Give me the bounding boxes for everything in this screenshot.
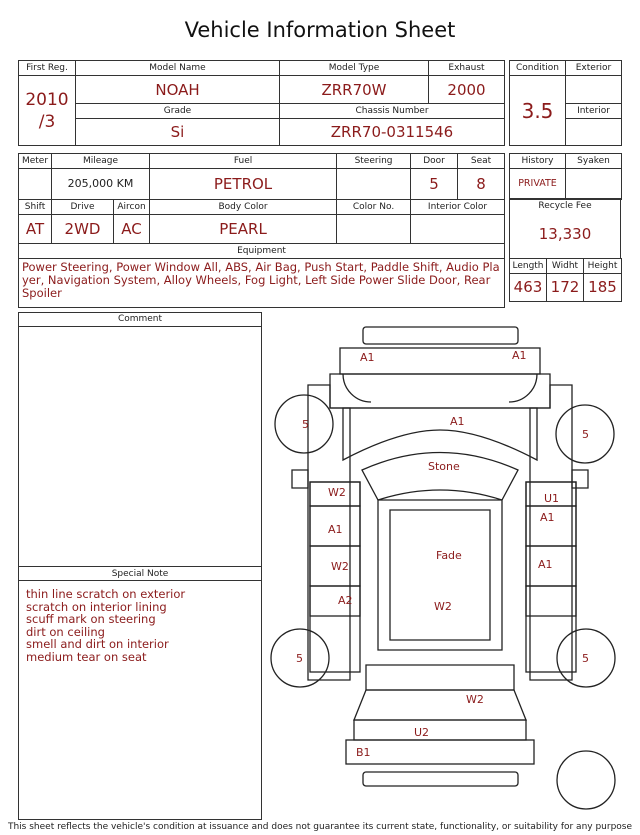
condition-table [509,60,622,146]
drive-label: Drive [70,202,95,212]
first-reg-month: /3 [38,111,56,132]
width-value: 172 [550,278,580,296]
history-table [509,153,622,200]
body-color-value: PEARL [219,220,267,238]
height-label: Height [587,261,618,271]
body-color-label: Body Color [218,202,268,212]
syaken-label: Syaken [577,156,610,166]
recycle-table [509,198,621,259]
width-label: Widht [551,261,579,271]
mark-rear-glass: W2 [466,693,484,706]
model-type-value: ZRR70W [321,80,387,99]
mark-wheel-rr: 5 [582,652,589,665]
right-rear-door [526,586,576,616]
right-headlight-arc [509,374,537,402]
front-panel [330,374,550,408]
recycle-label: Recycle Fee [538,201,592,211]
first-reg-label: First Reg. [26,63,68,73]
length-value: 463 [513,278,543,296]
mark-front-right: A1 [512,349,527,362]
history-label: History [521,156,554,166]
seat-value: 8 [476,175,486,193]
left-side [310,482,360,672]
comment-label: Comment [18,312,262,327]
interior-color-label: Interior Color [427,202,488,212]
fuel-value: PETROL [213,175,273,193]
shift-label: Shift [24,202,46,212]
page-title: Vehicle Information Sheet [184,18,456,42]
chassis-value: ZRR70-0311546 [330,123,454,141]
shift-value: AT [25,220,45,238]
length-label: Length [512,261,544,271]
door-value: 5 [429,175,439,193]
vehicle-detail-table [18,153,505,308]
mark-wheel-rl: 5 [296,652,303,665]
meter-label: Meter [21,156,49,166]
roof-inner [390,510,490,640]
exhaust-value: 2000 [447,80,486,99]
special-note-item: thin line scratch on exterior [26,587,186,601]
vehicle-main-table [18,60,505,146]
seat-label: Seat [470,156,492,166]
mark-hood: A1 [450,415,465,428]
fuel-label: Fuel [233,156,253,166]
color-no-label: Color No. [352,202,395,212]
mark-wheel-fl: 5 [302,418,309,431]
mark-left-front-window: W2 [328,486,346,499]
car-damage-diagram [270,320,630,820]
special-note-item: scuff mark on steering [26,612,156,626]
tailgate [354,720,526,740]
special-note-item: smell and dirt on interior [26,637,169,651]
drive-value: 2WD [64,220,101,238]
exterior-label: Exterior [575,63,612,73]
grade-label: Grade [163,106,192,116]
mark-windshield: Stone [428,460,460,473]
mark-left-rear-door: A2 [338,594,353,607]
model-name-value: NOAH [155,80,200,99]
door-label: Door [423,156,445,166]
history-value: PRIVATE [518,178,557,189]
mark-right-rear-door: A1 [538,558,553,571]
special-note-item: scratch on interior lining [26,599,167,614]
model-name-label: Model Name [149,63,206,73]
spare-wheel [557,751,615,809]
mark-tailgate: U2 [414,726,430,739]
special-note-label: Special Note [18,566,262,581]
equipment-label: Equipment [237,246,286,256]
condition-value: 3.5 [521,98,554,123]
roof [378,500,502,650]
mark-left-front-door: A1 [328,523,343,536]
recycle-value: 13,330 [538,225,592,243]
mark-rear-roof: W2 [434,600,452,613]
disclaimer-footer: This sheet reflects the vehicle's condition at issuance and does not guarantee its current state, functionality, or suitability for any purpose [7,822,633,832]
aircon-label: Aircon [117,202,146,212]
special-note-item: medium tear on seat [26,649,147,664]
condition-label: Condition [516,63,559,73]
mileage-label: Mileage [82,156,119,166]
aircon-value: AC [121,220,142,238]
height-value: 185 [588,278,617,296]
left-mirror [292,470,308,488]
mark-right-front-u: U1 [544,492,560,505]
equipment-value: Power Steering, Power Window All, ABS, Air Bag, Push Start, Paddle Shift, Audio Player, Navigation System, Alloy Wheels, Fog Light, Left Side Power Slide Door, Rear Spoiler [22,260,500,300]
special-note-item: dirt on ceiling [26,624,105,639]
rear-glass [354,690,526,720]
right-mirror [572,470,588,488]
dimensions-table [509,258,622,302]
chassis-label: Chassis Number [355,106,429,116]
rear-roof [366,665,514,690]
first-reg-year: 2010 [25,89,69,110]
steering-label: Steering [354,156,393,166]
mark-rear-bumper: B1 [356,746,371,759]
special-notes-list [26,588,256,663]
mark-right-front-door: A1 [540,511,555,524]
mileage-value: 205,000 KM [67,177,134,190]
model-type-label: Model Type [328,63,380,73]
front-bumper-strip [363,327,518,344]
mark-wheel-fr: 5 [582,428,589,441]
rear-bumper-strip [363,772,518,786]
interior-label: Interior [577,106,610,116]
mark-left-rear-window: W2 [331,560,349,573]
rear-bumper [346,740,534,764]
exhaust-label: Exhaust [448,63,485,73]
left-headlight-arc [343,374,371,402]
mark-front-left: A1 [360,351,375,364]
grade-value: Si [170,123,185,141]
mark-roof: Fade [436,549,462,562]
right-front-fender [530,385,572,680]
